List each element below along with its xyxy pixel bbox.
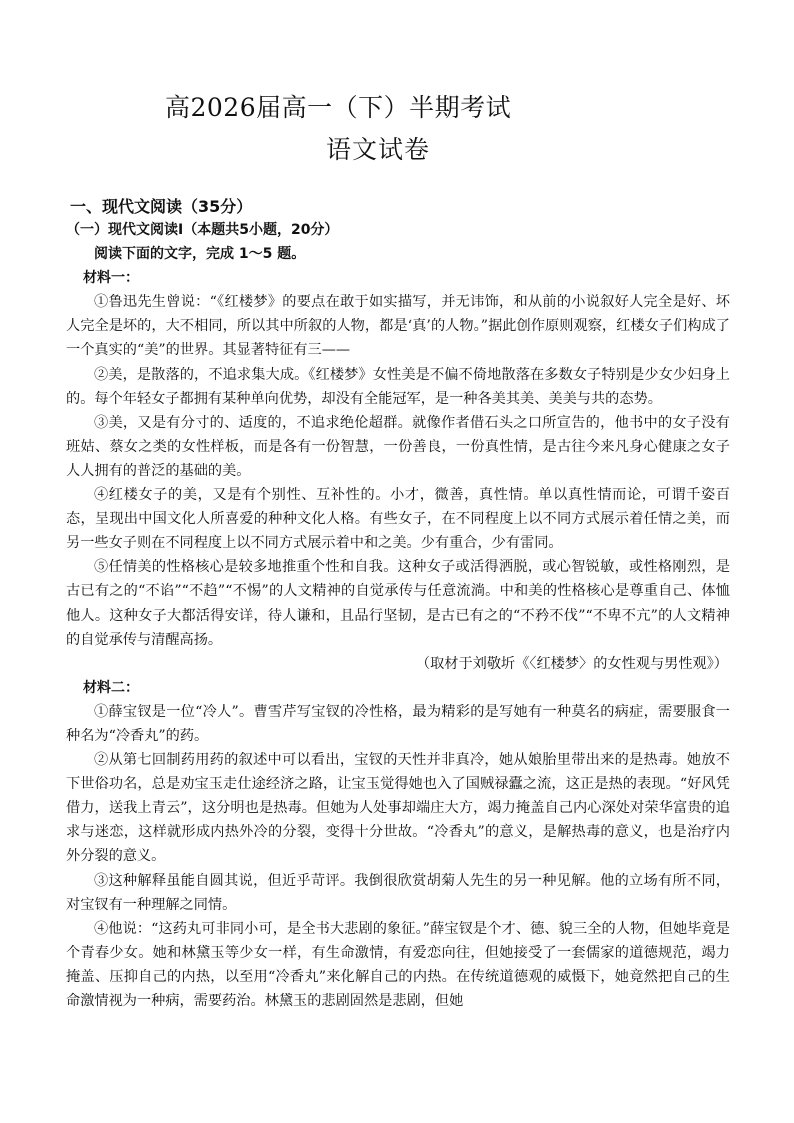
material1-paragraph: ⑤任情美的性格核心是较多地推重个性和自我。这种女子或活得洒脱，或心智锐敏，或性格刚烈，是古已有之的“不谄”“不趋”“不惕”的人文精神的自觉承传与任意流淌。中和美的性格核心是尊重自己、体恤他人。这种女子大都活得安详，待人谦和，且品行坚韧，是古已有之的“不矜不伐”“不卑不亢”的人文精神的自觉承传与清醒高扬。 <box>66 559 730 648</box>
section-subheading: （一）现代文阅读Ⅰ（本题共5小题，20分） <box>66 222 339 238</box>
material2-label: 材料二： <box>83 679 139 696</box>
material1-paragraph: ①鲁迅先生曾说：“《红楼梦》的要点在敢于如实描写，并无讳饰，和从前的小说叙好人完全是好、坏人完全是坏的，大不相同，所以其中所叙的人物，都是‘真’的人物。”据此创作原则观察，红楼女子们构成了一个真实的“美”的世界。其显著特征有三—— <box>66 294 730 359</box>
exam-subtitle: 语文试卷 <box>326 135 431 164</box>
material2-paragraph: ③这种解释虽能自圆其说，但近乎苛评。我倒很欣赏胡菊人先生的另一种见解。他的立场有所不同，对宝钗有一种理解之同情。 <box>66 872 730 913</box>
material1-source: （取材于刘敬圻《〈红楼梦〉的女性观与男性观》） <box>415 655 728 672</box>
material2-paragraph: ④他说：“这药丸可非同小可，是全书大悲剧的象征。”薛宝钗是个才、德、貌三全的人物，但她毕竟是个青春少女。她和林黛玉等少女一样，有生命激情，有爱恋向往，但她接受了一套儒家的道德规范，竭力掩盖、压抑自己的内热，以至用“冷香丸”来化解自己的内热。在传统道德观的威慑下，她竟然把自己的生命激情视为一种病，需要药治。林黛玉的悲剧固然是悲剧，但她 <box>66 920 730 1009</box>
material1-paragraph: ④红楼女子的美，又是有个别性、互补性的。小才，微善，真性情。单以真性情而论，可谓千姿百态，呈现出中国文化人所喜爱的种种文化人格。有些女子，在不同程度上以不同方式展示着任情之美，而另一些女子则在不同程度上以不同方式展示着中和之美。少有重合，少有雷同。 <box>66 487 730 552</box>
material2-paragraph: ①薛宝钗是一位“冷人”。曹雪芹写宝钗的冷性格，最为精彩的是写她有一种莫名的病症，需要服食一种名为“冷香丸”的药。 <box>66 703 730 744</box>
reading-body <box>66 218 730 1013</box>
material1-label: 材料一： <box>83 270 139 287</box>
section-heading: 一、现代文阅读（35分） <box>70 197 253 216</box>
reading-instruction: 阅读下面的文字，完成 1～5 题。 <box>94 246 306 263</box>
material1-paragraph: ③美，又是有分寸的、适度的，不追求绝伦超群。就像作者借石头之口所宣告的，他书中的女子没有班姑、蔡女之类的女性样板，而是各有一份智慧，一份善良，一份真性情，是古往今来凡身心健康之女子人人拥有的普泛的基础的美。 <box>66 414 730 479</box>
exam-title: 高2026届高一（下）半期考试 <box>165 93 512 122</box>
material1-paragraph: ②美，是散落的，不追求集大成。《红楼梦》女性美是不偏不倚地散落在多数女子特别是少女少妇身上的。每个年轻女子都拥有某种单向优势，却没有全能冠军，是一种各美其美、美美与共的态势。 <box>66 366 730 407</box>
material2-paragraph: ②从第七回制药用药的叙述中可以看出，宝钗的天性并非真冷，她从娘胎里带出来的是热毒。她放不下世俗功名，总是劝宝玉走仕途经济之路，让宝玉觉得她也入了国贼禄蠹之流，这正是热的表现。“好风凭借力，送我上青云”，这分明也是热毒。但她为人处事却端庄大方，竭力掩盖自己内心深处对荣华富贵的追求与迷恋，这样就形成内热外冷的分裂，变得十分世故。“冷香丸”的意义，是解热毒的意义，也是治疗内外分裂的意义。 <box>66 752 730 865</box>
